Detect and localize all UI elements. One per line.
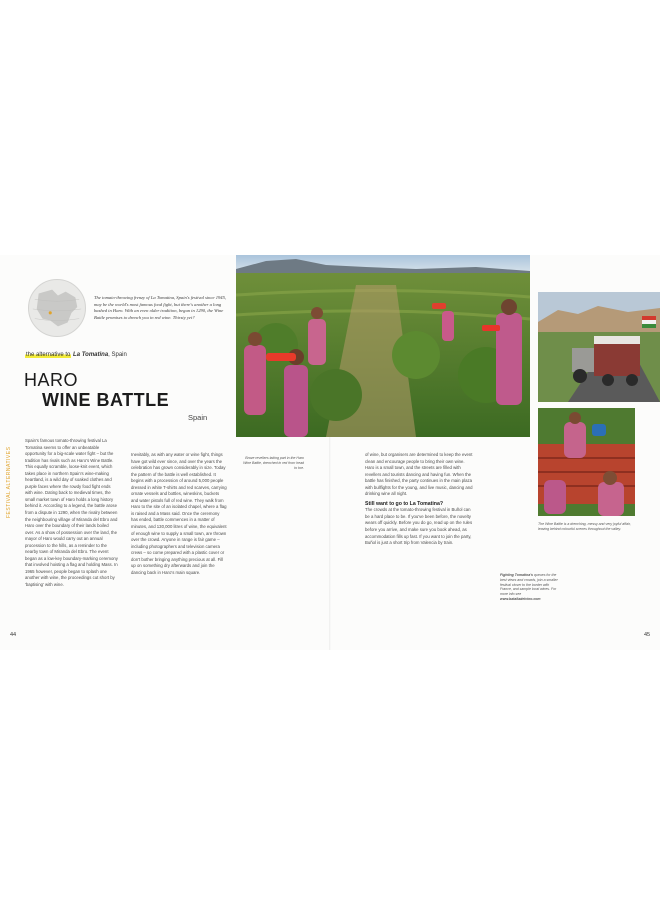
info-box-link[interactable]: www.batalladelvino.com	[500, 596, 541, 601]
body-text: of wine, but organisers are determined to keep the event clean and encourage people to bring their own wine. Haro is a small town, and the streets are filled with revellers and tourists dancing and having fun. When the battle has finished, the party continues in the main plaza with bullfights for the young, and live music, dancing and drinking wine all night.	[365, 452, 473, 497]
locator-map-globe	[28, 279, 86, 337]
side-tab-label: FESTIVAL ALTERNATIVES	[6, 446, 12, 518]
info-box-text: queues for the best views and crowds, join a smaller festival closer to the border with France, and sample local wines. For more info see	[500, 573, 558, 597]
kicker-line	[25, 352, 127, 358]
body-column-1	[25, 438, 119, 589]
main-photo-vineyard-battle	[236, 255, 530, 437]
body-column-2	[131, 452, 227, 576]
kicker-highlight: the alternative to	[26, 352, 71, 358]
headline-line-1: HARO	[24, 370, 79, 390]
page-number-left: 44	[10, 632, 17, 638]
country-label: Spain	[188, 413, 208, 422]
section-side-tab	[6, 418, 16, 518]
kicker-country: , Spain	[108, 352, 127, 358]
body-column-3	[365, 452, 473, 547]
intro-paragraph: The tomato-throwing frenzy of La Tomatina, Spain's festival since 1945, may be the world's most famous food fight, but there's another a long bashed in Haro. With an even older tradition, begun in 1290, the Wine Battle promises to drench you in red wine. Thirsty yet?	[94, 295, 227, 320]
kicker-festival: La Tomatina	[73, 352, 109, 358]
body-text: Inevitably, as with any water or wine fight, things have got wild ever since, and over the years the celebration has grown considerably in size. Today the pattern of the battle is well established. It begins with a procession of around 5,000 people dressed in white T-shirts and red scarves, carrying ornate vessels and bottles, wineskins, buckets and water pistols full of red wine. They walk from Haro to the site of an isolated chapel, where a flag is raised and a Mass said. Once the ceremony has ended, battle commences in a matter of minutes, and 130,000 litres of wine, the equivalent of enough wine to supply a small town, are thrown over the crowd. Anyone in range is fair game – including photographers and television camera crews – so come prepared with a plastic cover or don't bother bringing anything precious at all. Fill up on something dry afterwards and join the dancing back in Haro's main square.	[131, 452, 227, 575]
headline-line-2: WINE BATTLE	[42, 390, 170, 410]
main-photo-caption: Brave revellers taking part in the Haro Wine Battle, drenched in red from head to toe.	[243, 456, 304, 470]
photo-tractor-procession	[538, 292, 660, 402]
info-box-lead: Fighting Tomatina's	[500, 573, 533, 577]
body-text: Spain's famous tomato-throwing festival La Tomatina seems to offer an unbeatable opportunity for a big-scale water fight – but the tradition has rivals such as Haro's Wine Battle. This equally scramble, loose-knit event, which takes place in northern Spain's wine-making heartland, is a wild day of soaked clothes and purple faces where the rowdy food fight ends with wine. Dating back to medieval times, the small market town of Haro holds a long history behind it. According to a legend, the battle arose from a dispute in 1290, when the rivalry between the neighbouring village of Miranda del Ebro and Haro over the boundary of their lands boiled over. As a show of possession over the land, the mayor of Haro would carry out an annual procession to the hills, as a reminder to the nearby town of Miranda del Ebro. The event began as a low-key boundary-marking ceremony that involved hoisting a flag and holding Mass. In 1965 however, people began to splash one another with wine, the proceedings cut short by 'baptising' with wine.	[25, 438, 118, 588]
info-box	[500, 573, 562, 602]
side-photo-caption: The Wine Battle is a drenching, messy and very joyful affair, leaving behind colourful scenes throughout the valley.	[538, 522, 631, 531]
body-text: The crowds at the tomato-throwing festival in Buñol can be a hard place to be. If you've been before, the novelty wears off quickly. Before you do go, read up on the rules before you arrive, and make sure you book ahead, as accommodation fills up fast. If you want to join the party, Buñol is just a short trip from Valencia by train.	[365, 507, 473, 546]
page-number-right: 45	[644, 632, 651, 638]
photo-wine-pouring	[538, 408, 635, 516]
subheading: Still want to go to La Tomatina?	[365, 500, 443, 507]
